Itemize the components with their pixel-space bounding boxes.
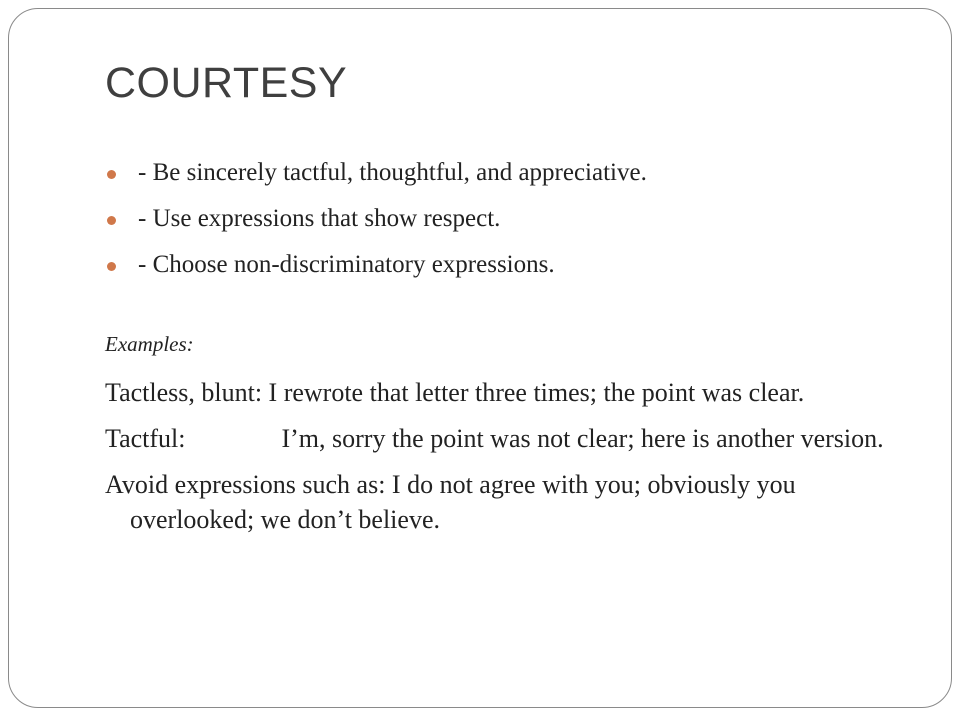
bullet-dot-icon: [107, 262, 116, 271]
bullet-text: - Choose non-discriminatory expressions.: [138, 251, 555, 278]
example-tactless: Tactless, blunt: I rewrote that letter three times; the point was clear.: [105, 378, 805, 407]
slide-title: COURTESY: [105, 59, 348, 107]
tactful-text: I’m, sorry the point was not clear; here is another version.: [281, 424, 884, 453]
example-avoid: Avoid expressions such as: I do not agree with you; obviously you overlooked; we don’t believe.: [105, 470, 796, 534]
bullet-dot-icon: [107, 170, 116, 179]
bullet-item: [105, 158, 895, 188]
example-tactful: [105, 421, 895, 456]
bullet-text: - Be sincerely tactful, thoughtful, and appreciative.: [138, 159, 647, 186]
examples-label: Examples:: [105, 332, 194, 356]
tactful-label: Tactful:: [105, 424, 186, 453]
slide-body: [105, 158, 895, 548]
bullet-item: [105, 204, 895, 234]
bullet-item: [105, 250, 895, 280]
bullet-list: [105, 158, 895, 280]
bullet-dot-icon: [107, 216, 116, 225]
bullet-text: - Use expressions that show respect.: [138, 205, 501, 232]
